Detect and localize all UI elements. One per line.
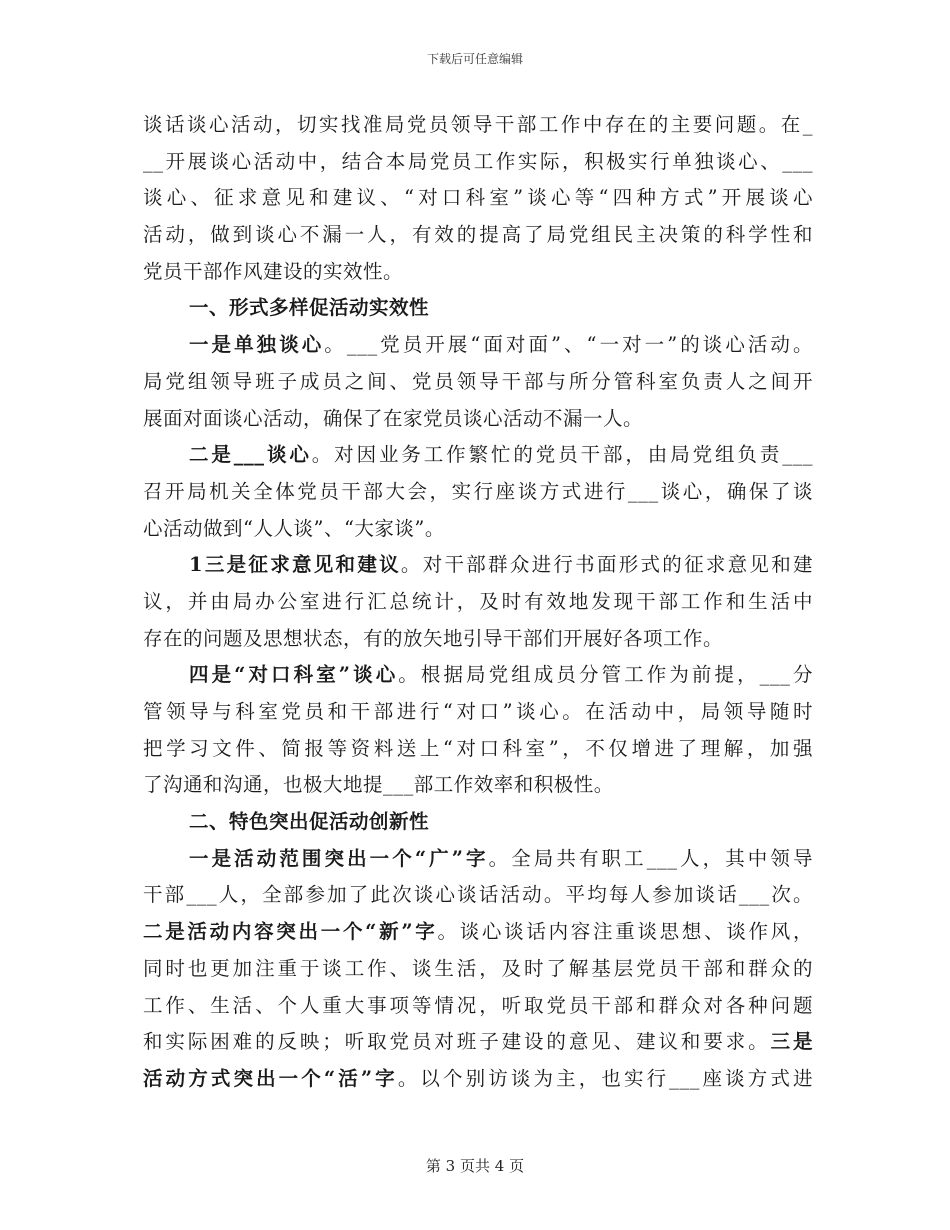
document-body — [143, 107, 813, 1098]
section-heading: 二、特色突出促活动创新性 — [189, 810, 430, 834]
paragraph-line: __开展谈心活动中，结合本局党员工作实际，积极实行单独谈心、___ — [143, 149, 813, 173]
paragraph-line: 活动方式突出一个“活”字。以个别访谈为主，也实行___座谈方式进 — [143, 1066, 813, 1090]
paragraph-line: 召开局机关全体党员干部大会，实行座谈方式进行___谈心，确保了谈 — [143, 479, 813, 503]
paragraph-line: 了沟通和沟通，也极大地提___部工作效率和积极性。 — [143, 773, 614, 797]
paragraph-line: 谈心、征求意见和建议、“对口科室”谈心等“四种方式”开展谈心 — [143, 186, 813, 210]
page-header: 下载后可任意编辑 — [426, 52, 523, 66]
item-lead: 三是 — [770, 1030, 813, 1054]
paragraph-line: 活动，做到谈心不漏一人，有效的提高了局党组民主决策的科学性和 — [143, 223, 813, 247]
item-lead: 二是___谈心 — [189, 443, 312, 467]
paragraph-line: 把学习文件、简报等资料送上“对口科室”，不仅增进了理解，加强 — [143, 736, 813, 760]
item-lead: 一是活动范围突出一个“广”字 — [189, 846, 489, 870]
item-lead: 活动方式突出一个“活”字 — [143, 1066, 398, 1090]
paragraph-line: 二是___谈心。对因业务工作繁忙的党员干部，由局党组负责___ — [189, 443, 813, 467]
paragraph-line: 1三是征求意见和建议。对干部群众进行书面形式的征求意见和建 — [189, 553, 813, 577]
paragraph-line: 同时也更加注重于谈工作、谈生活，及时了解基层党员干部和群众的 — [143, 956, 813, 980]
paragraph-line: 谈话谈心活动，切实找准局党员领导干部工作中存在的主要问题。在_ — [143, 113, 813, 136]
page-footer: 第 3 页共 4 页 — [425, 1157, 525, 1175]
paragraph-line: 管领导与科室党员和干部进行“对口”谈心。在活动中，局领导随时 — [143, 700, 813, 723]
paragraph-line: 工作、生活、个人重大事项等情况，听取党员干部和群众对各种问题 — [143, 993, 813, 1017]
paragraph-line: 一是活动范围突出一个“广”字。全局共有职工___人，其中领导 — [189, 846, 813, 870]
item-lead: 1三是征求意见和建议 — [189, 553, 401, 577]
paragraph-line: 党员干部作风建设的实效性。 — [143, 259, 404, 283]
paragraph-line: 干部___人，全部参加了此次谈心谈话活动。平均每人参加谈话___次。 — [143, 883, 813, 907]
item-lead: 一是单独谈心 — [189, 333, 325, 357]
item-lead: 四是“对口科室”谈心 — [189, 663, 399, 687]
paragraph-line: 一是单独谈心。___党员开展“面对面”、“一对一”的谈心活动。 — [189, 333, 813, 357]
section-heading: 一、形式多样促活动实效性 — [189, 296, 430, 320]
item-lead: 二是活动内容突出一个“新”字 — [143, 920, 438, 944]
paragraph-line: 局党组领导班子成员之间、党员领导干部与所分管科室负责人之间开 — [143, 369, 813, 393]
paragraph-line: 展面对面谈心活动，确保了在家党员谈心活动不漏一人。 — [143, 406, 644, 430]
paragraph-line: 和实际困难的反映；听取党员对班子建设的意见、建议和要求。三是 — [143, 1030, 813, 1054]
paragraph-line: 议，并由局办公室进行汇总统计，及时有效地发现干部工作和生活中 — [143, 589, 813, 613]
paragraph-line: 四是“对口科室”谈心。根据局党组成员分管工作为前提，___分 — [189, 663, 813, 687]
paragraph-line: 二是活动内容突出一个“新”字。谈心谈话内容注重谈思想、谈作风， — [143, 920, 813, 944]
paragraph-line: 存在的问题及思想状态，有的放矢地引导干部们开展好各项工作。 — [143, 626, 724, 650]
paragraph-line: 心活动做到“人人谈”、“大家谈”。 — [143, 516, 445, 540]
